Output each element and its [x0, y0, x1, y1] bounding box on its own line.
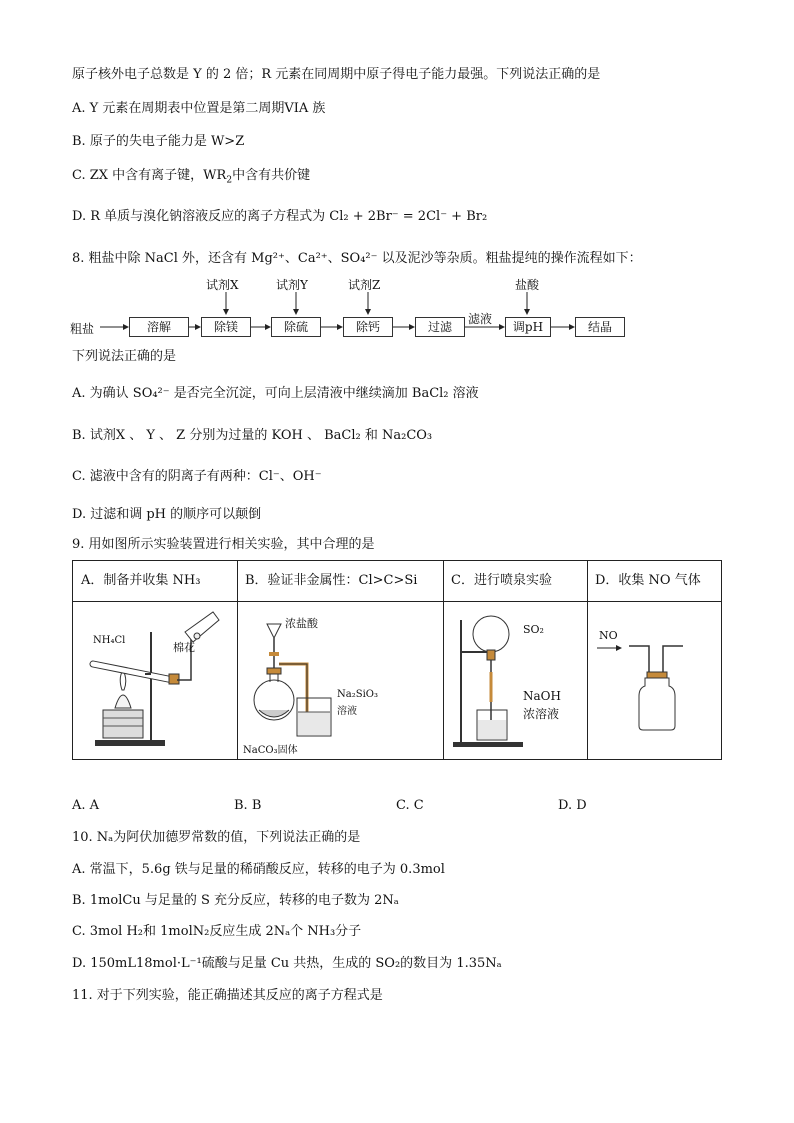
flow-reagent-y: 试剂Y	[276, 278, 308, 292]
q7-option-d	[72, 208, 487, 226]
q8-option-d: D. 过滤和调 pH 的顺序可以颠倒	[72, 507, 262, 522]
apparatus-cell-c	[443, 561, 588, 759]
apparatus-cell-b	[237, 561, 444, 759]
q10-option-b: B. 1molCu 与足量的 S 充分反应，转移的电子数为 2Nₐ	[72, 893, 399, 908]
q8-option-a: A. 为确认 SO₄²⁻ 是否完全沉淀，可向上层清液中继续滴加 BaCl₂ 溶液	[72, 386, 479, 401]
q7-option-c-formula: WR	[203, 168, 227, 183]
flow-step-remove-sulfate: 除硫	[271, 317, 321, 337]
apparatus-header-b: B．验证非金属性：Cl>C>Si	[237, 561, 443, 602]
q8-prompt: 下列说法正确的是	[72, 349, 177, 364]
q7-option-d-text: D. R 单质与溴化钠溶液反应的离子方程式为	[72, 209, 330, 224]
q7-option-c-tail: 中含有共价键	[232, 168, 311, 183]
label-conc-hcl: 浓盐酸	[285, 617, 318, 630]
q9-option-b: B. B	[234, 798, 262, 813]
q10-option-c: C. 3mol H₂和 1molN₂反应生成 2Nₐ个 NH₃分子	[72, 924, 362, 939]
apparatus-cell-d	[587, 561, 721, 759]
flow-reagent-hcl: 盐酸	[515, 278, 540, 292]
q8-stem: 8. 粗盐中除 NaCl 外，还含有 Mg²⁺、Ca²⁺、SO₄²⁻ 以及泥沙等杂质。粗盐提纯的操作流程如下：	[72, 251, 642, 266]
q9-option-d: D. D	[558, 798, 587, 813]
q10-option-d: D. 150mL18mol·L⁻¹硫酸与足量 Cu 共热，生成的 SO₂的数目为 1.35Nₐ	[72, 956, 502, 971]
q7-intro: 原子核外电子总数是 Y 的 2 倍；R 元素在同周期中原子得电子能力最强。下列说法正确的是	[72, 67, 601, 82]
label-solution: 溶液	[337, 706, 357, 717]
q9-apparatus-table	[72, 560, 722, 760]
flow-step-dissolve: 溶解	[129, 317, 189, 337]
q7-option-c-subscript: 2	[226, 175, 233, 186]
apparatus-a-drawing	[73, 602, 237, 758]
apparatus-d-drawing	[587, 602, 721, 758]
flow-step-filter: 过滤	[415, 317, 465, 337]
apparatus-header-c: C．进行喷泉实验	[443, 561, 587, 602]
q10-option-a: A. 常温下，5.6g 铁与足量的稀硝酸反应，转移的电子为 0.3mol	[72, 862, 445, 877]
q8-option-c: C. 滤液中含有的阴离子有两种：Cl⁻、OH⁻	[72, 469, 322, 484]
apparatus-c-drawing	[443, 602, 587, 758]
q7-option-b: B. 原子的失电子能力是 W>Z	[72, 134, 245, 149]
apparatus-header-a: A．制备并收集 NH₃	[73, 561, 237, 602]
q9-option-a: A. A	[72, 798, 100, 813]
label-naoh: NaOH	[523, 689, 561, 703]
q9-option-c: C. C	[396, 798, 424, 813]
flow-step-crystallize: 结晶	[575, 317, 625, 337]
q7-option-c-text: C. ZX 中含有离子键，	[72, 168, 204, 183]
label-cotton: 棉花	[173, 641, 195, 654]
flow-step-adjust-ph: 调pH	[505, 317, 551, 337]
q7-option-c	[72, 167, 310, 190]
flow-start-label: 粗盐	[70, 322, 95, 336]
label-na2sio3: Na₂SiO₃	[337, 689, 378, 700]
flow-filtrate-label: 滤液	[468, 312, 493, 326]
flow-step-remove-ca: 除钙	[343, 317, 393, 337]
label-naco3-solid: NaCO₃固体	[243, 745, 298, 756]
q7-option-d-equation: Cl₂ + 2Br⁻ = 2Cl⁻ + Br₂	[329, 209, 488, 224]
label-so2: SO₂	[523, 623, 544, 636]
q7-option-a: A. Y 元素在周期表中位置是第二周期VIA 族	[72, 101, 326, 116]
flow-step-remove-mg: 除镁	[201, 317, 251, 337]
apparatus-b-drawing	[237, 602, 443, 758]
apparatus-cell-a	[73, 561, 238, 759]
label-no-inlet: NO	[599, 629, 618, 642]
label-conc-solution: 浓溶液	[523, 707, 560, 721]
label-nh4cl: NH₄Cl	[93, 635, 126, 646]
q11-stem: 11. 对于下列实验，能正确描述其反应的离子方程式是	[72, 988, 383, 1003]
flow-reagent-z: 试剂Z	[348, 278, 381, 292]
q10-stem: 10. Nₐ为阿伏加德罗常数的值，下列说法正确的是	[72, 830, 361, 845]
flow-reagent-x: 试剂X	[206, 278, 239, 292]
q8-flow-diagram	[66, 272, 706, 344]
q8-option-b: B. 试剂X 、 Y 、 Z 分别为过量的 KOH 、 BaCl₂ 和 Na₂CO₃	[72, 428, 433, 443]
apparatus-header-d: D．收集 NO 气体	[587, 561, 721, 602]
q9-stem: 9. 用如图所示实验装置进行相关实验，其中合理的是	[72, 537, 375, 552]
